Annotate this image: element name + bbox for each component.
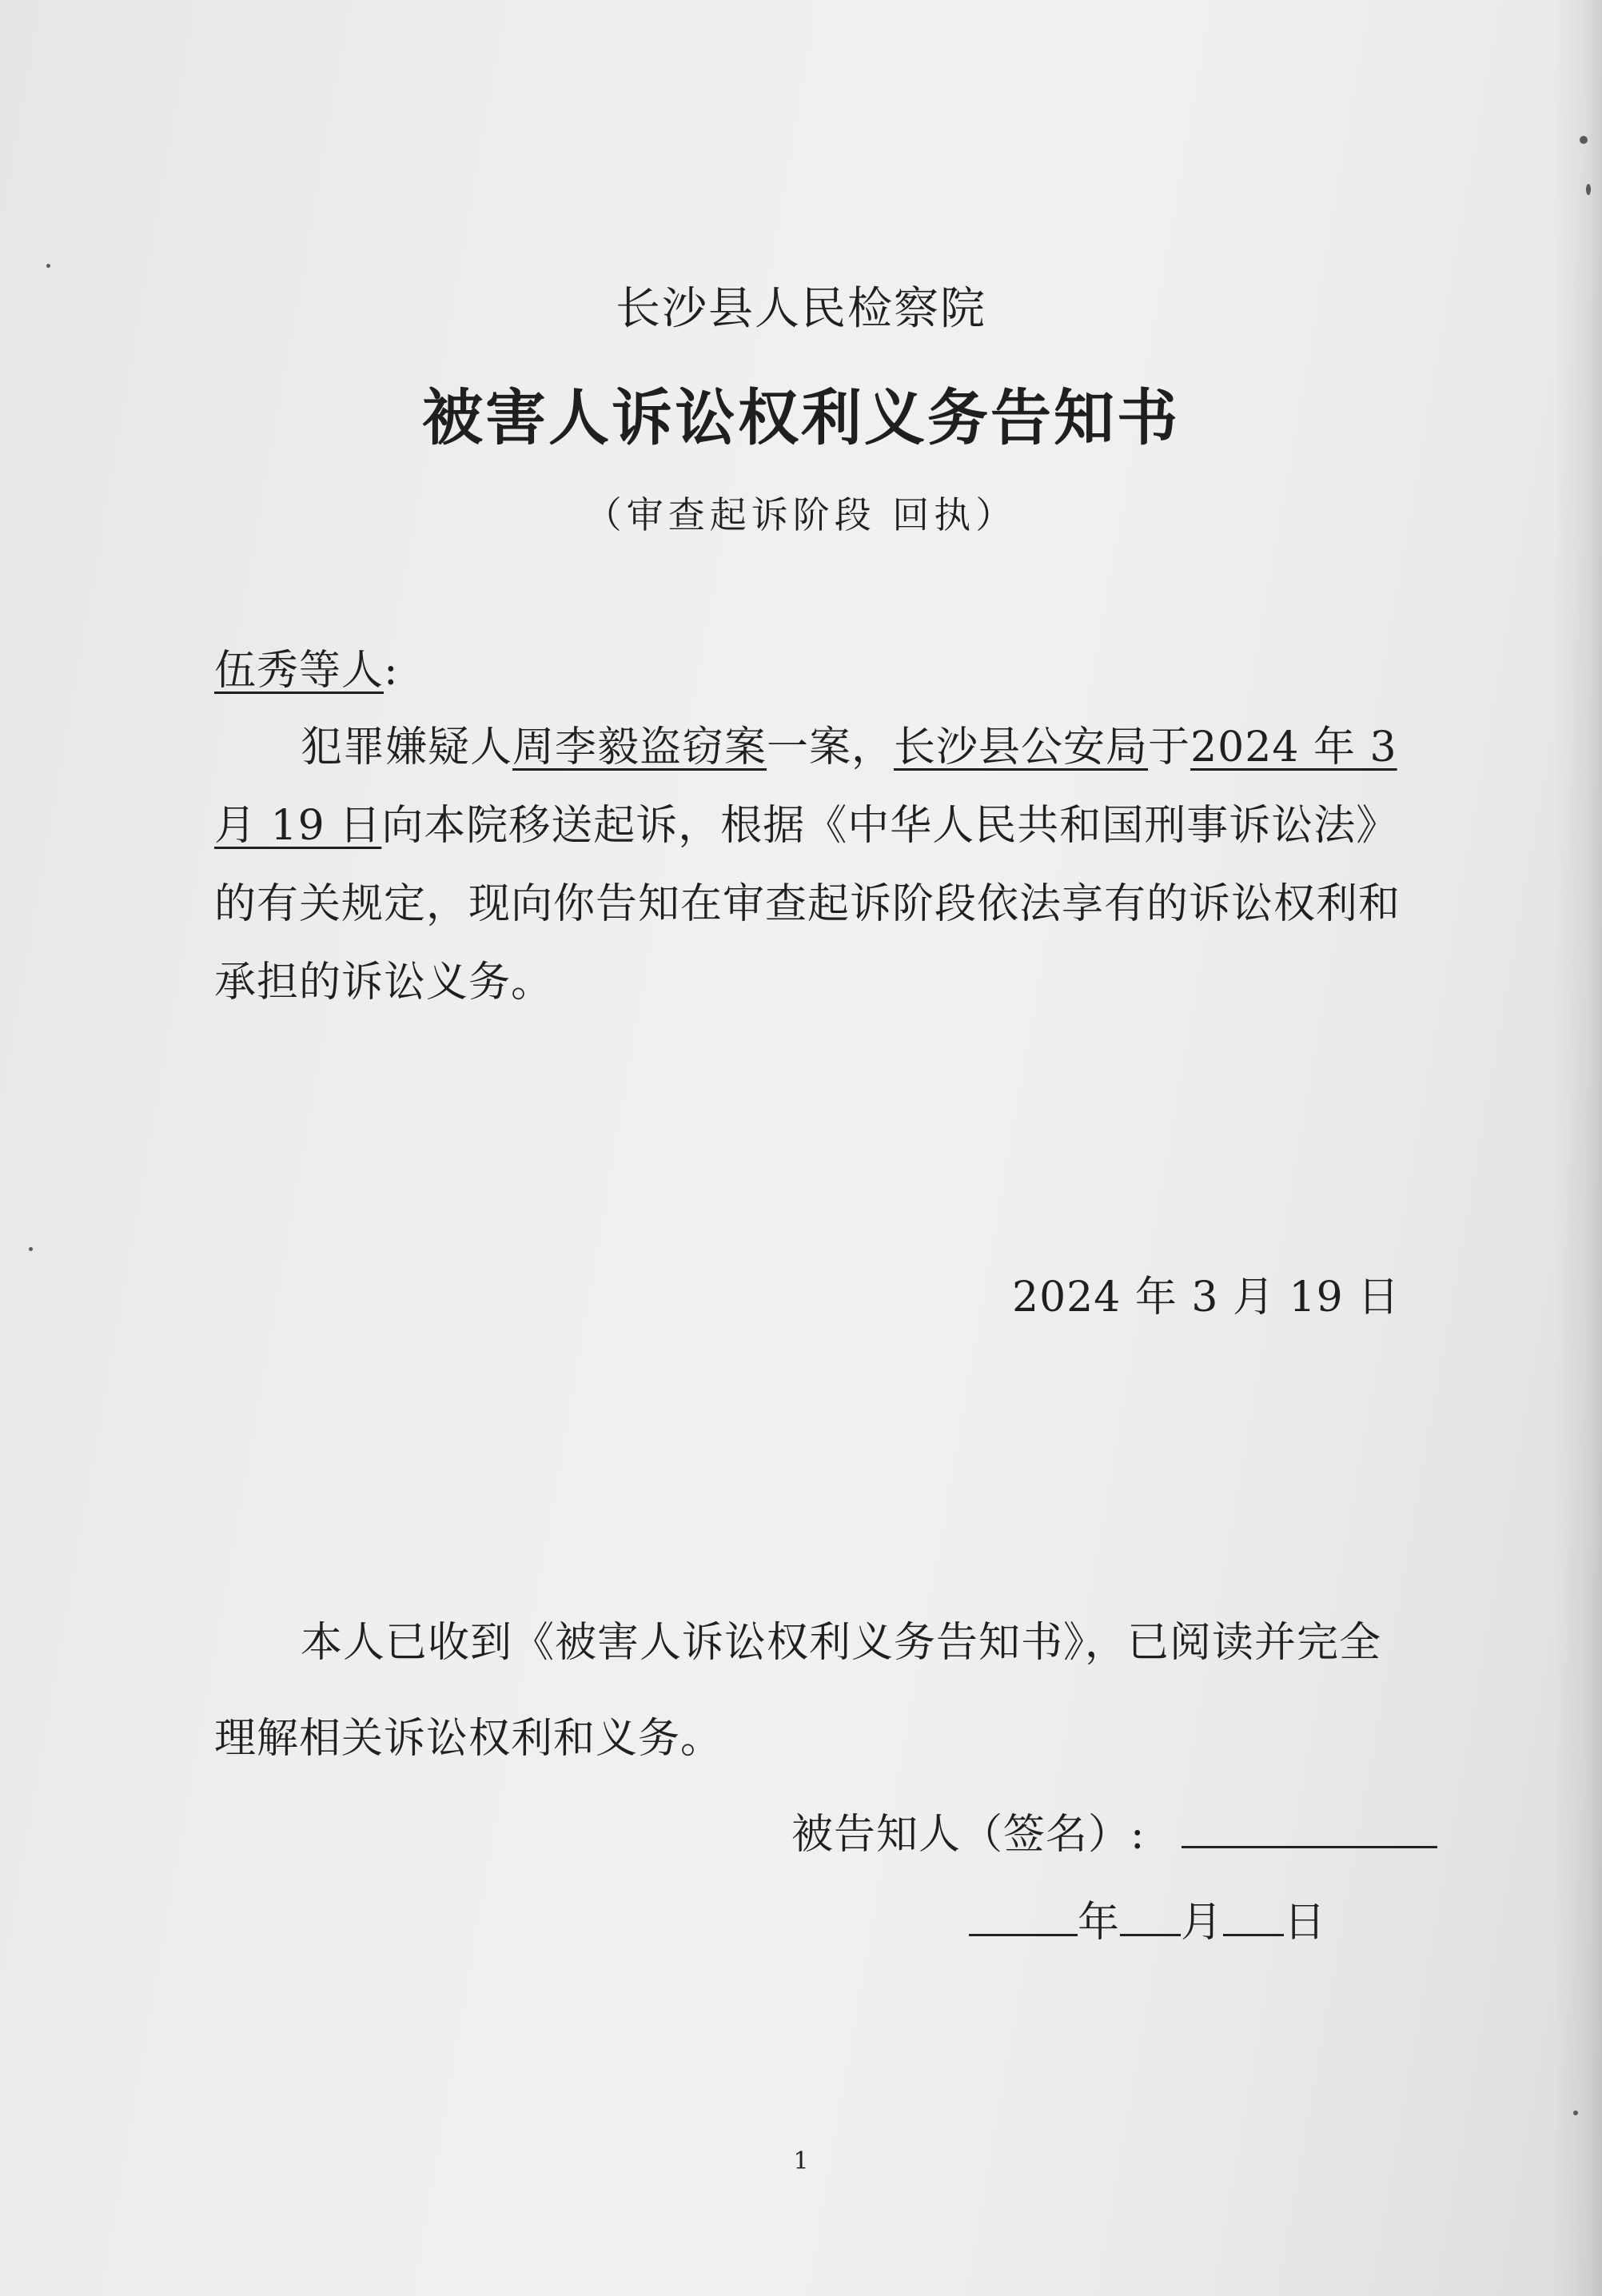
text-segment: 犯罪嫌疑人 [301,723,513,771]
document-subtitle: （审查起诉阶段 回执） [584,493,1018,536]
day-label: 日 [1284,1899,1327,1947]
receipt-line-2: 理解相关诉讼权利和义务。 [214,1715,723,1763]
agency-name: 长沙县公安局 [894,723,1149,771]
year-label: 年 [1078,1899,1121,1947]
page-number: 1 [793,2147,809,2175]
paragraph-1-line-1 [301,713,1397,773]
signature-row [791,1800,1437,1860]
case-name: 周李毅盗窃案 [512,723,767,771]
paragraph-1-line-4: 承担的诉讼义务。 [214,959,554,1006]
month-label: 月 [1181,1899,1224,1947]
notice-date: 2024 年 3 月 19 日 [1012,1274,1401,1321]
scan-speck [1580,136,1588,144]
sign-date-row [969,1888,1326,1948]
year-field[interactable] [969,1933,1078,1936]
scan-speck [29,1247,33,1251]
scan-speck [1573,2111,1578,2115]
addressee-line [214,636,399,696]
signature-label: 被告知人（签名）: [791,1811,1146,1859]
document-title: 被害人诉讼权利义务告知书 [422,382,1180,453]
addressee-colon: : [384,647,399,695]
scan-speck [1586,184,1591,195]
text-segment: 一案， [767,723,895,771]
receipt-line-1: 本人已收到《被害人诉讼权利义务告知书》，已阅读并完全 [301,1619,1382,1667]
day-field[interactable] [1223,1933,1284,1936]
signature-field[interactable] [1182,1845,1437,1848]
text-segment: 向本院移送起诉，根据《中华人民共和国刑事诉讼法》 [381,802,1399,850]
scan-speck [46,264,50,268]
organization-name: 长沙县人民检察院 [616,283,986,335]
transfer-date-part2: 月 19 日 [214,802,382,850]
page-edge-shadow [1554,0,1602,2296]
text-segment: 于 [1148,723,1191,771]
month-field[interactable] [1120,1933,1181,1936]
addressee-name: 伍秀等人 [214,647,385,695]
transfer-date-part1: 2024 年 3 [1190,723,1397,771]
paragraph-1-line-3: 的有关规定，现向你告知在审查起诉阶段依法享有的诉讼权利和 [214,880,1401,928]
paragraph-1-line-2 [214,791,1398,851]
